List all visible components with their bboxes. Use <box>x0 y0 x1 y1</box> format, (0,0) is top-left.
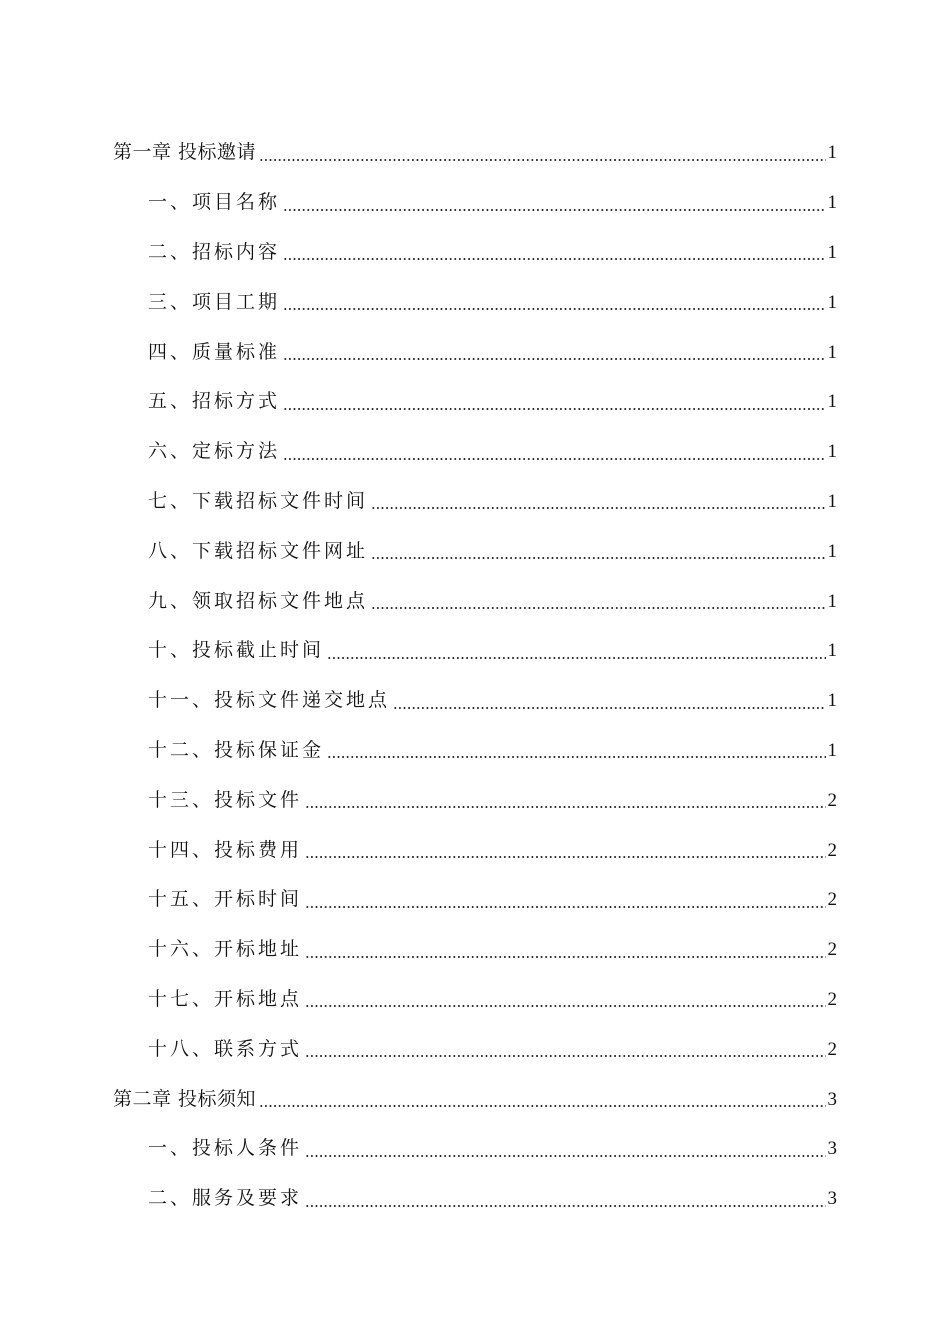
toc-entry-title: 六、定标方法 <box>148 440 281 463</box>
toc-section-entry[interactable] <box>0 676 950 726</box>
toc-section-entry[interactable] <box>0 277 950 327</box>
toc-entry-title: 十二、投标保证金 <box>148 738 325 761</box>
toc-dot-leader <box>305 956 825 958</box>
toc-page-number: 1 <box>827 291 837 313</box>
toc-entry-title: 十六、开标地址 <box>148 938 303 961</box>
toc-dot-leader <box>305 906 825 908</box>
toc-entry-title: 十、投标截止时间 <box>148 639 325 662</box>
toc-section-entry[interactable] <box>0 526 950 576</box>
toc-page-number: 1 <box>827 142 837 164</box>
toc-section-entry[interactable] <box>0 775 950 825</box>
toc-section-entry[interactable] <box>0 726 950 776</box>
toc-page-number: 1 <box>827 690 837 712</box>
toc-entry-title: 二、服务及要求 <box>148 1187 303 1210</box>
toc-section-entry[interactable] <box>0 327 950 377</box>
toc-dot-leader <box>305 856 825 858</box>
toc-section-entry[interactable] <box>0 377 950 427</box>
toc-dot-leader <box>283 258 825 260</box>
toc-dot-leader <box>283 308 825 310</box>
toc-dot-leader <box>305 1155 825 1157</box>
toc-entry-title: 十八、联系方式 <box>148 1037 303 1060</box>
toc-page-number: 1 <box>827 341 837 363</box>
toc-dot-leader <box>305 1055 825 1057</box>
toc-entry-title: 五、招标方式 <box>148 390 281 413</box>
toc-page-number: 3 <box>827 1138 837 1160</box>
toc-entry-title: 七、下载招标文件时间 <box>148 489 369 512</box>
toc-page-number: 3 <box>827 1188 837 1210</box>
toc-chapter-entry[interactable] <box>0 128 950 178</box>
toc-entry-title: 一、项目名称 <box>148 191 281 214</box>
toc-section-entry[interactable] <box>0 477 950 527</box>
toc-entry-title: 十七、开标地点 <box>148 987 303 1010</box>
toc-page-number: 1 <box>827 739 837 761</box>
toc-page-number: 1 <box>827 391 837 413</box>
toc-entry-title: 十三、投标文件 <box>148 788 303 811</box>
toc-dot-leader <box>283 408 825 410</box>
toc-dot-leader <box>259 159 825 161</box>
toc-section-entry[interactable] <box>0 875 950 925</box>
toc-section-entry[interactable] <box>0 975 950 1025</box>
toc-page-number: 2 <box>827 988 837 1010</box>
toc-dot-leader <box>371 507 825 509</box>
toc-entry-title: 八、下载招标文件网址 <box>148 539 369 562</box>
toc-page-number: 1 <box>827 241 837 263</box>
toc-entry-title: 二、招标内容 <box>148 240 281 263</box>
toc-section-entry[interactable] <box>0 178 950 228</box>
toc-section-entry[interactable] <box>0 228 950 278</box>
toc-page-number: 2 <box>827 1038 837 1060</box>
toc-entry-title: 一、投标人条件 <box>148 1137 303 1160</box>
toc-dot-leader <box>305 806 825 808</box>
toc-section-entry[interactable] <box>0 1024 950 1074</box>
toc-entry-title: 十一、投标文件递交地点 <box>148 689 391 712</box>
toc-dot-leader <box>259 1105 825 1107</box>
toc-page-number: 2 <box>827 889 837 911</box>
toc-dot-leader <box>283 358 825 360</box>
toc-entry-title: 第二章 投标须知 <box>113 1087 257 1110</box>
toc-entry-title: 十五、开标时间 <box>148 888 303 911</box>
toc-dot-leader <box>283 458 825 460</box>
toc-section-entry[interactable] <box>0 626 950 676</box>
toc-dot-leader <box>305 1005 825 1007</box>
toc-section-entry[interactable] <box>0 825 950 875</box>
toc-page-number: 1 <box>827 192 837 214</box>
toc-section-entry[interactable] <box>0 925 950 975</box>
toc-entry-title: 十四、投标费用 <box>148 838 303 861</box>
toc-chapter-entry[interactable] <box>0 1074 950 1124</box>
toc-page-number: 1 <box>827 490 837 512</box>
toc-page-number: 1 <box>827 540 837 562</box>
toc-dot-leader <box>393 707 825 709</box>
toc-dot-leader <box>305 1205 825 1207</box>
toc-dot-leader <box>371 607 825 609</box>
toc-page-number: 1 <box>827 640 837 662</box>
toc-section-entry[interactable] <box>0 1174 950 1224</box>
toc-entry-title: 九、领取招标文件地点 <box>148 589 369 612</box>
toc-entry-title: 第一章 投标邀请 <box>113 141 257 164</box>
toc-page-number: 3 <box>827 1088 837 1110</box>
toc-section-entry[interactable] <box>0 576 950 626</box>
toc-section-entry[interactable] <box>0 427 950 477</box>
toc-page-number: 1 <box>827 441 837 463</box>
toc-page-number: 2 <box>827 839 837 861</box>
toc-page-number: 2 <box>827 939 837 961</box>
toc-entry-title: 三、项目工期 <box>148 290 281 313</box>
toc-section-entry[interactable] <box>0 1124 950 1174</box>
toc-dot-leader <box>371 557 825 559</box>
toc-page-number: 1 <box>827 590 837 612</box>
toc-dot-leader <box>283 209 825 211</box>
toc-dot-leader <box>327 657 825 659</box>
toc-page-number: 2 <box>827 789 837 811</box>
table-of-contents <box>0 128 950 1224</box>
toc-dot-leader <box>327 756 825 758</box>
toc-entry-title: 四、质量标准 <box>148 340 281 363</box>
